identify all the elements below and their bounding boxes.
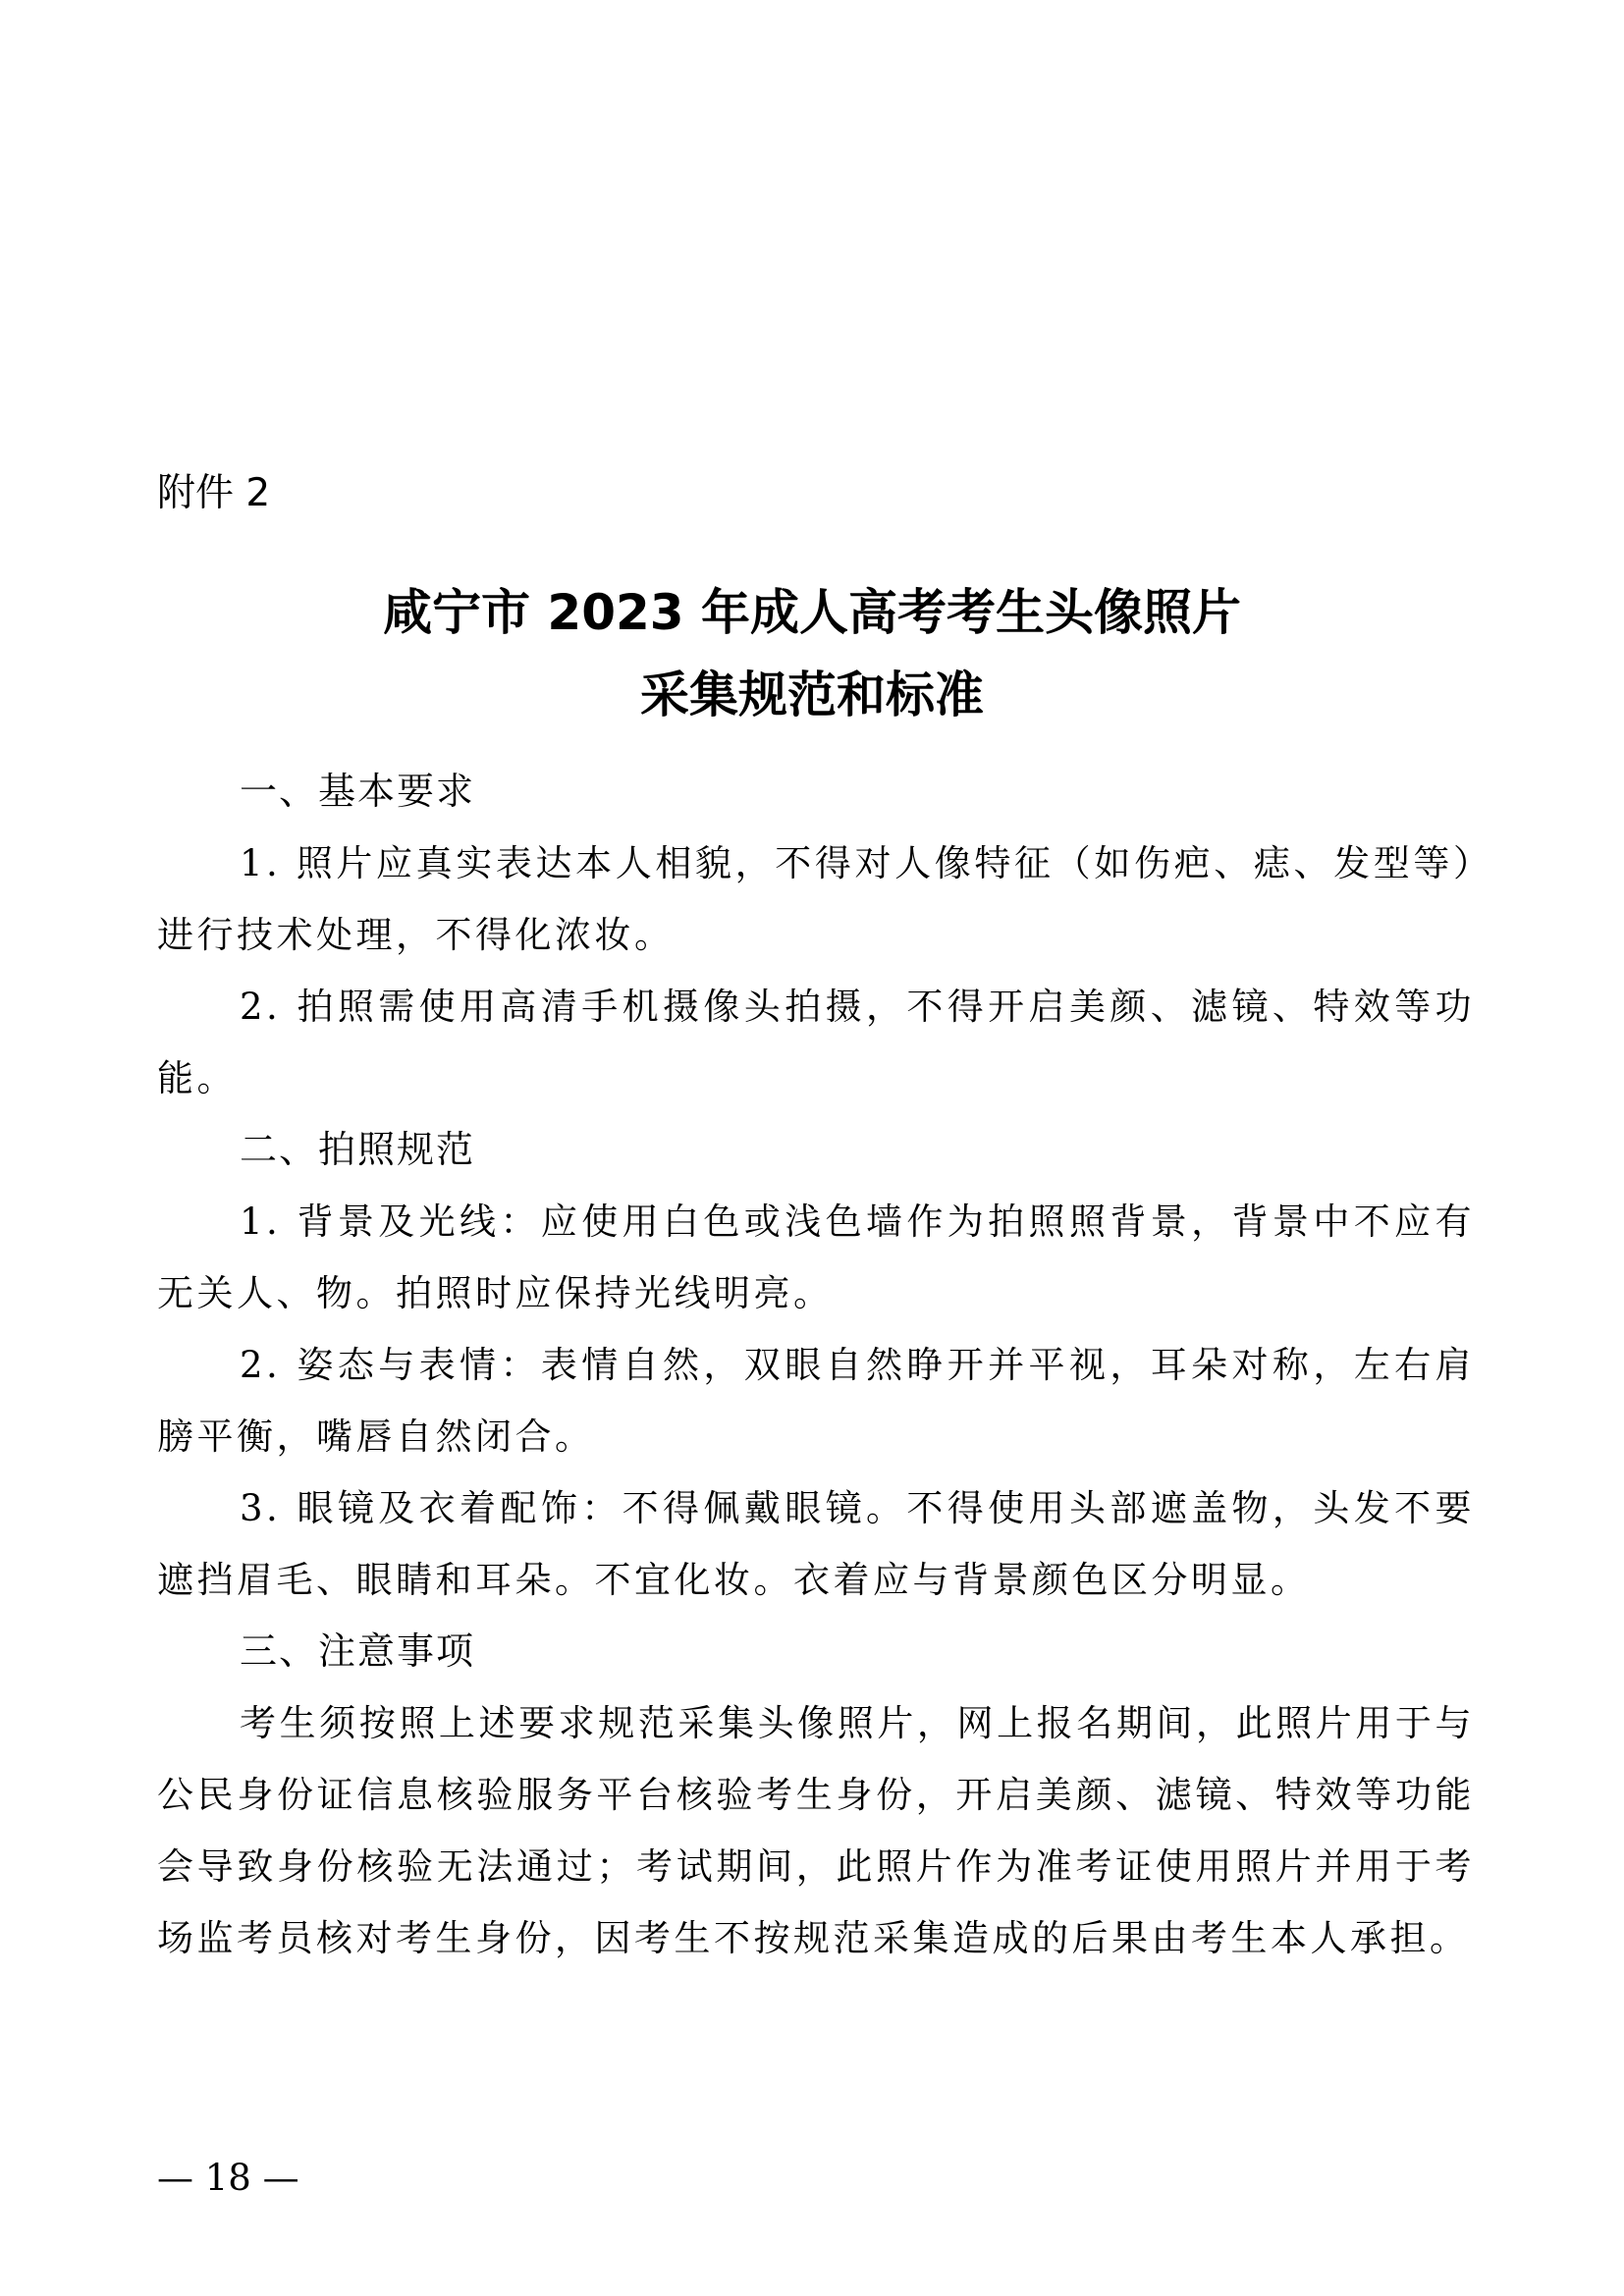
paragraph: 1. 背景及光线：应使用白色或浅色墙作为拍照照背景，背景中不应有无关人、物。拍照时应保持光线明亮。 [157,1201,1475,1314]
section-heading: 二、拍照规范 [240,1128,476,1171]
paragraph: 2. 拍照需使用高清手机摄像头拍摄，不得开启美颜、滤镜、特效等功能。 [157,986,1475,1099]
section-heading: 一、基本要求 [240,770,476,813]
section-heading: 三、注意事项 [240,1629,476,1673]
attachment-label: 附件 2 [157,471,271,515]
document-body [157,756,1475,1974]
section-notes [157,1616,1475,1974]
section-basic-requirements [157,756,1475,1114]
paragraph: 3. 眼镜及衣着配饰：不得佩戴眼镜。不得使用头部遮盖物，头发不要遮挡眉毛、眼睛和耳朵。不宜化妆。衣着应与背景颜色区分明显。 [157,1487,1475,1601]
paragraph: 1. 照片应真实表达本人相貌，不得对人像特征（如伤疤、痣、发型等）进行技术处理，不得化浓妆。 [157,842,1475,956]
section-photo-specs [157,1114,1475,1616]
paragraph: 2. 姿态与表情：表情自然，双眼自然睁开并平视，耳朵对称，左右肩膀平衡，嘴唇自然闭合。 [157,1344,1475,1458]
document-title-line-2: 采集规范和标准 [640,667,984,723]
page-number: — 18 — [157,2157,299,2199]
document-title-line-1: 咸宁市 2023 年成人高考考生头像照片 [383,584,1241,641]
paragraph: 考生须按照上述要求规范采集头像照片，网上报名期间，此照片用于与公民身份证信息核验服务平台核验考生身份，开启美颜、滤镜、特效等功能会导致身份核验无法通过；考试期间，此照片作为准考证使用照片并用于考场监考员核对考生身份，因考生不按规范采集造成的后果由考生本人承担。 [157,1702,1475,1959]
